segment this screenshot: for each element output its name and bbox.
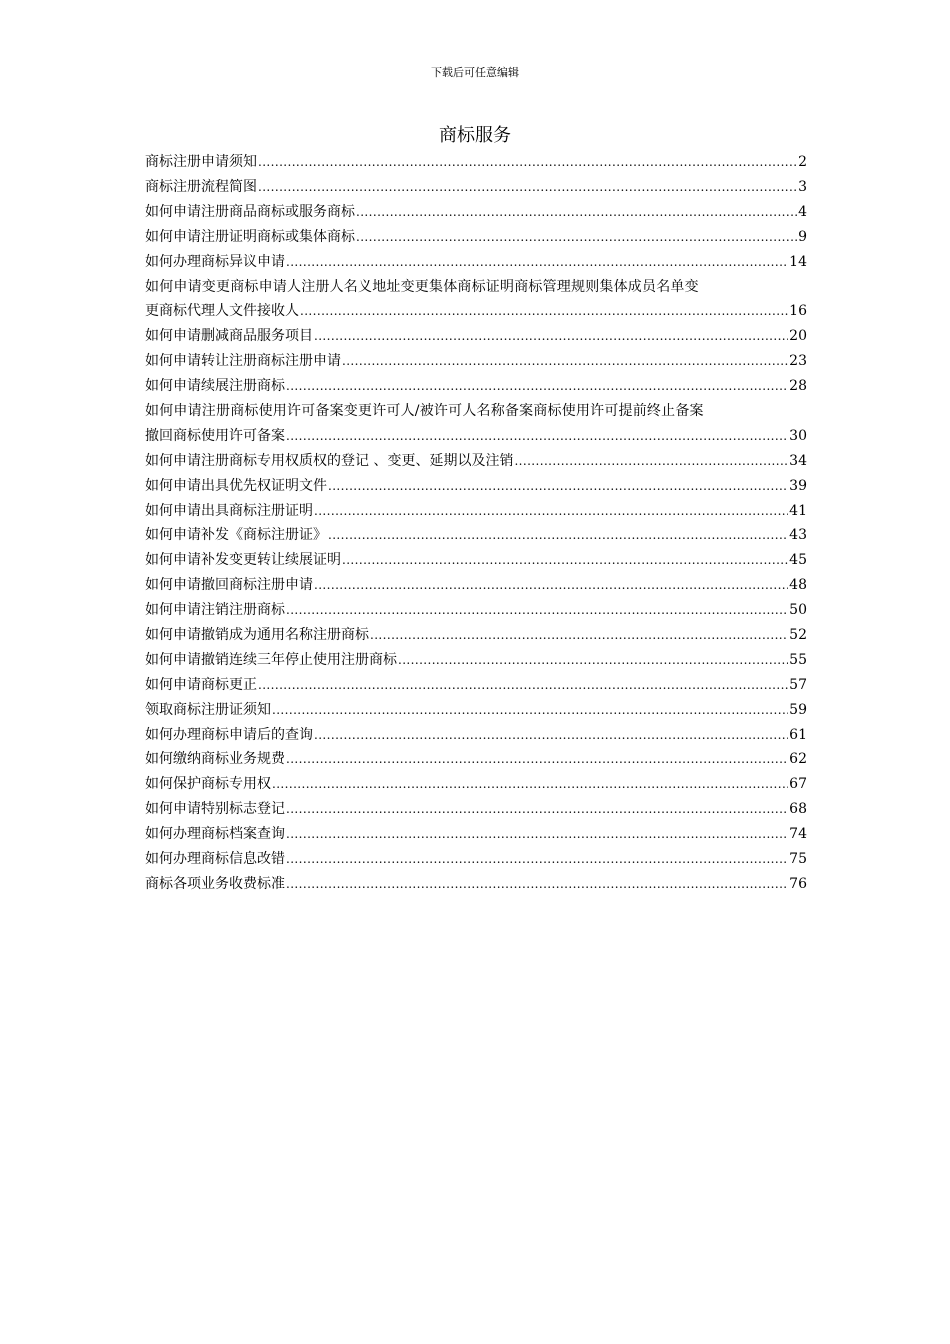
toc-entry-text: 如何申请特别标志登记 xyxy=(145,801,285,818)
toc-entry[interactable] xyxy=(145,474,807,499)
toc-entry-text: 如何申请注册商标专用权质权的登记 、变更、延期以及注销 xyxy=(145,452,514,469)
toc-entry[interactable] xyxy=(145,623,807,648)
toc-dot-leader xyxy=(314,324,788,349)
toc-page-number: 48 xyxy=(789,577,807,594)
toc-entry-text: 撤回商标使用许可备案 xyxy=(145,427,285,444)
toc-entry-text: 更商标代理人文件接收人 xyxy=(145,303,299,320)
toc-entry[interactable] xyxy=(145,250,807,275)
toc-entry-text: 如何申请删减商品服务项目 xyxy=(145,328,313,345)
toc-entry-text: 如何申请注册商品商标或服务商标 xyxy=(145,203,355,220)
toc-entry-text: 商标注册申请须知 xyxy=(145,154,257,170)
toc-dot-leader xyxy=(314,499,788,524)
toc-entry[interactable] xyxy=(145,822,807,847)
toc-dot-leader xyxy=(328,523,788,548)
toc-page-number: 28 xyxy=(789,378,807,395)
toc-entry[interactable] xyxy=(145,449,807,474)
toc-entry[interactable] xyxy=(145,424,807,449)
toc-entry-text: 如何申请商标更正 xyxy=(145,676,257,693)
toc-entry[interactable] xyxy=(145,150,807,175)
toc-page-number: 14 xyxy=(789,253,807,270)
toc-page-number: 67 xyxy=(789,776,807,793)
toc-dot-leader xyxy=(342,548,788,573)
toc-entry-text: 如何申请出具商标注册证明 xyxy=(145,502,313,519)
toc-entry[interactable] xyxy=(145,573,807,598)
toc-entry[interactable] xyxy=(145,324,807,349)
toc-entry-text: 如何申请注销注册商标 xyxy=(145,602,285,619)
toc-page-number: 55 xyxy=(789,651,807,668)
toc-entry-text-line1: 如何申请注册商标使用许可备案变更许可人/被许可人名称备案商标使用许可提前终止备案 xyxy=(145,403,704,420)
toc-entry-text: 如何申请撤销成为通用名称注册商标 xyxy=(145,627,369,644)
toc-entry-text: 如何申请撤销连续三年停止使用注册商标 xyxy=(145,651,397,668)
toc-entry-text: 商标各项业务收费标准 xyxy=(145,875,285,892)
toc-page-number: 39 xyxy=(789,477,807,494)
toc-entry-text: 领取商标注册证须知 xyxy=(145,701,271,718)
toc-entry-text: 商标注册流程简图 xyxy=(145,179,257,195)
toc-page-number: 62 xyxy=(789,751,807,768)
toc-entry-text: 如何办理商标信息改错 xyxy=(145,851,285,868)
toc-entry[interactable] xyxy=(145,797,807,822)
toc-entry[interactable] xyxy=(145,648,807,673)
toc-entry-text: 如何申请转让注册商标注册申请 xyxy=(145,353,341,370)
toc-page-number: 61 xyxy=(789,726,807,743)
toc-entry[interactable] xyxy=(145,872,807,897)
toc-dot-leader xyxy=(258,673,788,698)
toc-page-number: 68 xyxy=(789,801,807,818)
toc-dot-leader xyxy=(398,648,788,673)
toc-entry[interactable] xyxy=(145,747,807,772)
toc-entry[interactable] xyxy=(145,349,807,374)
toc-page-number: 4 xyxy=(798,203,807,220)
toc-dot-leader xyxy=(286,847,788,872)
toc-entry[interactable] xyxy=(145,847,807,872)
toc-dot-leader xyxy=(286,424,788,449)
toc-entry[interactable] xyxy=(145,673,807,698)
toc-dot-leader xyxy=(258,150,797,175)
toc-page-number: 43 xyxy=(789,527,807,544)
toc-entry-text: 如何申请补发《商标注册证》 xyxy=(145,527,327,544)
toc-dot-leader xyxy=(314,723,788,748)
toc-dot-leader xyxy=(314,573,788,598)
toc-page-number: 50 xyxy=(789,602,807,619)
toc-entry[interactable] xyxy=(145,299,807,324)
toc-page-number: 3 xyxy=(798,179,807,195)
toc-entry[interactable] xyxy=(145,772,807,797)
toc-entry[interactable] xyxy=(145,523,807,548)
toc-page-number: 20 xyxy=(789,328,807,345)
toc-page-number: 74 xyxy=(789,826,807,843)
toc-page-number: 52 xyxy=(789,627,807,644)
toc-dot-leader xyxy=(272,698,788,723)
toc-dot-leader xyxy=(286,822,788,847)
toc-page-number: 30 xyxy=(789,427,807,444)
toc-entry[interactable] xyxy=(145,548,807,573)
toc-dot-leader xyxy=(300,299,788,324)
toc-entry-text: 如何办理商标异议申请 xyxy=(145,253,285,270)
toc-dot-leader xyxy=(370,623,788,648)
toc-entry[interactable] xyxy=(145,598,807,623)
toc-dot-leader xyxy=(286,797,788,822)
toc-page-number: 9 xyxy=(798,228,807,245)
toc-entry-text-line1: 如何申请变更商标申请人注册人名义地址变更集体商标证明商标管理规则集体成员名单变 xyxy=(145,278,699,295)
toc-dot-leader xyxy=(356,200,797,225)
toc-entry[interactable] xyxy=(145,723,807,748)
toc-entry-text: 如何办理商标申请后的查询 xyxy=(145,726,313,743)
toc-entry[interactable] xyxy=(145,698,807,723)
toc-page-number: 76 xyxy=(789,875,807,892)
toc-entry[interactable] xyxy=(145,200,807,225)
toc-entry-text: 如何申请出具优先权证明文件 xyxy=(145,477,327,494)
toc-dot-leader xyxy=(272,772,788,797)
toc-dot-leader xyxy=(258,175,797,200)
toc-page-number: 41 xyxy=(789,502,807,519)
toc-dot-leader xyxy=(356,225,797,250)
toc-entry-text: 如何申请续展注册商标 xyxy=(145,378,285,395)
toc-page-number: 45 xyxy=(789,552,807,569)
toc-dot-leader xyxy=(286,872,788,897)
toc-entry[interactable] xyxy=(145,175,807,200)
toc-page-number: 23 xyxy=(789,353,807,370)
toc-dot-leader xyxy=(286,598,788,623)
toc-page-number: 16 xyxy=(789,303,807,320)
toc-dot-leader xyxy=(514,449,788,474)
toc-page-number: 59 xyxy=(789,701,807,718)
toc-entry[interactable] xyxy=(145,225,807,250)
toc-entry[interactable] xyxy=(145,374,807,399)
toc-entry-text: 如何申请补发变更转让续展证明 xyxy=(145,552,341,569)
document-title: 商标服务 xyxy=(439,125,511,146)
toc-page-number: 57 xyxy=(789,676,807,693)
toc-dot-leader xyxy=(328,474,788,499)
toc-entry[interactable] xyxy=(145,499,807,524)
toc-entry-text: 如何申请注册证明商标或集体商标 xyxy=(145,228,355,245)
toc-entry-text: 如何缴纳商标业务规费 xyxy=(145,751,285,768)
toc-entry-text: 如何申请撤回商标注册申请 xyxy=(145,577,313,594)
toc-page-number: 2 xyxy=(798,154,807,170)
toc-dot-leader xyxy=(286,374,788,399)
toc-dot-leader xyxy=(286,747,788,772)
toc-page-number: 75 xyxy=(789,851,807,868)
toc-dot-leader xyxy=(342,349,788,374)
header-note: 下载后可任意编辑 xyxy=(431,66,519,79)
toc-entry-text: 如何保护商标专用权 xyxy=(145,776,271,793)
table-of-contents xyxy=(145,150,807,897)
toc-page-number: 34 xyxy=(789,452,807,469)
toc-entry-text: 如何办理商标档案查询 xyxy=(145,826,285,843)
toc-dot-leader xyxy=(286,250,788,275)
